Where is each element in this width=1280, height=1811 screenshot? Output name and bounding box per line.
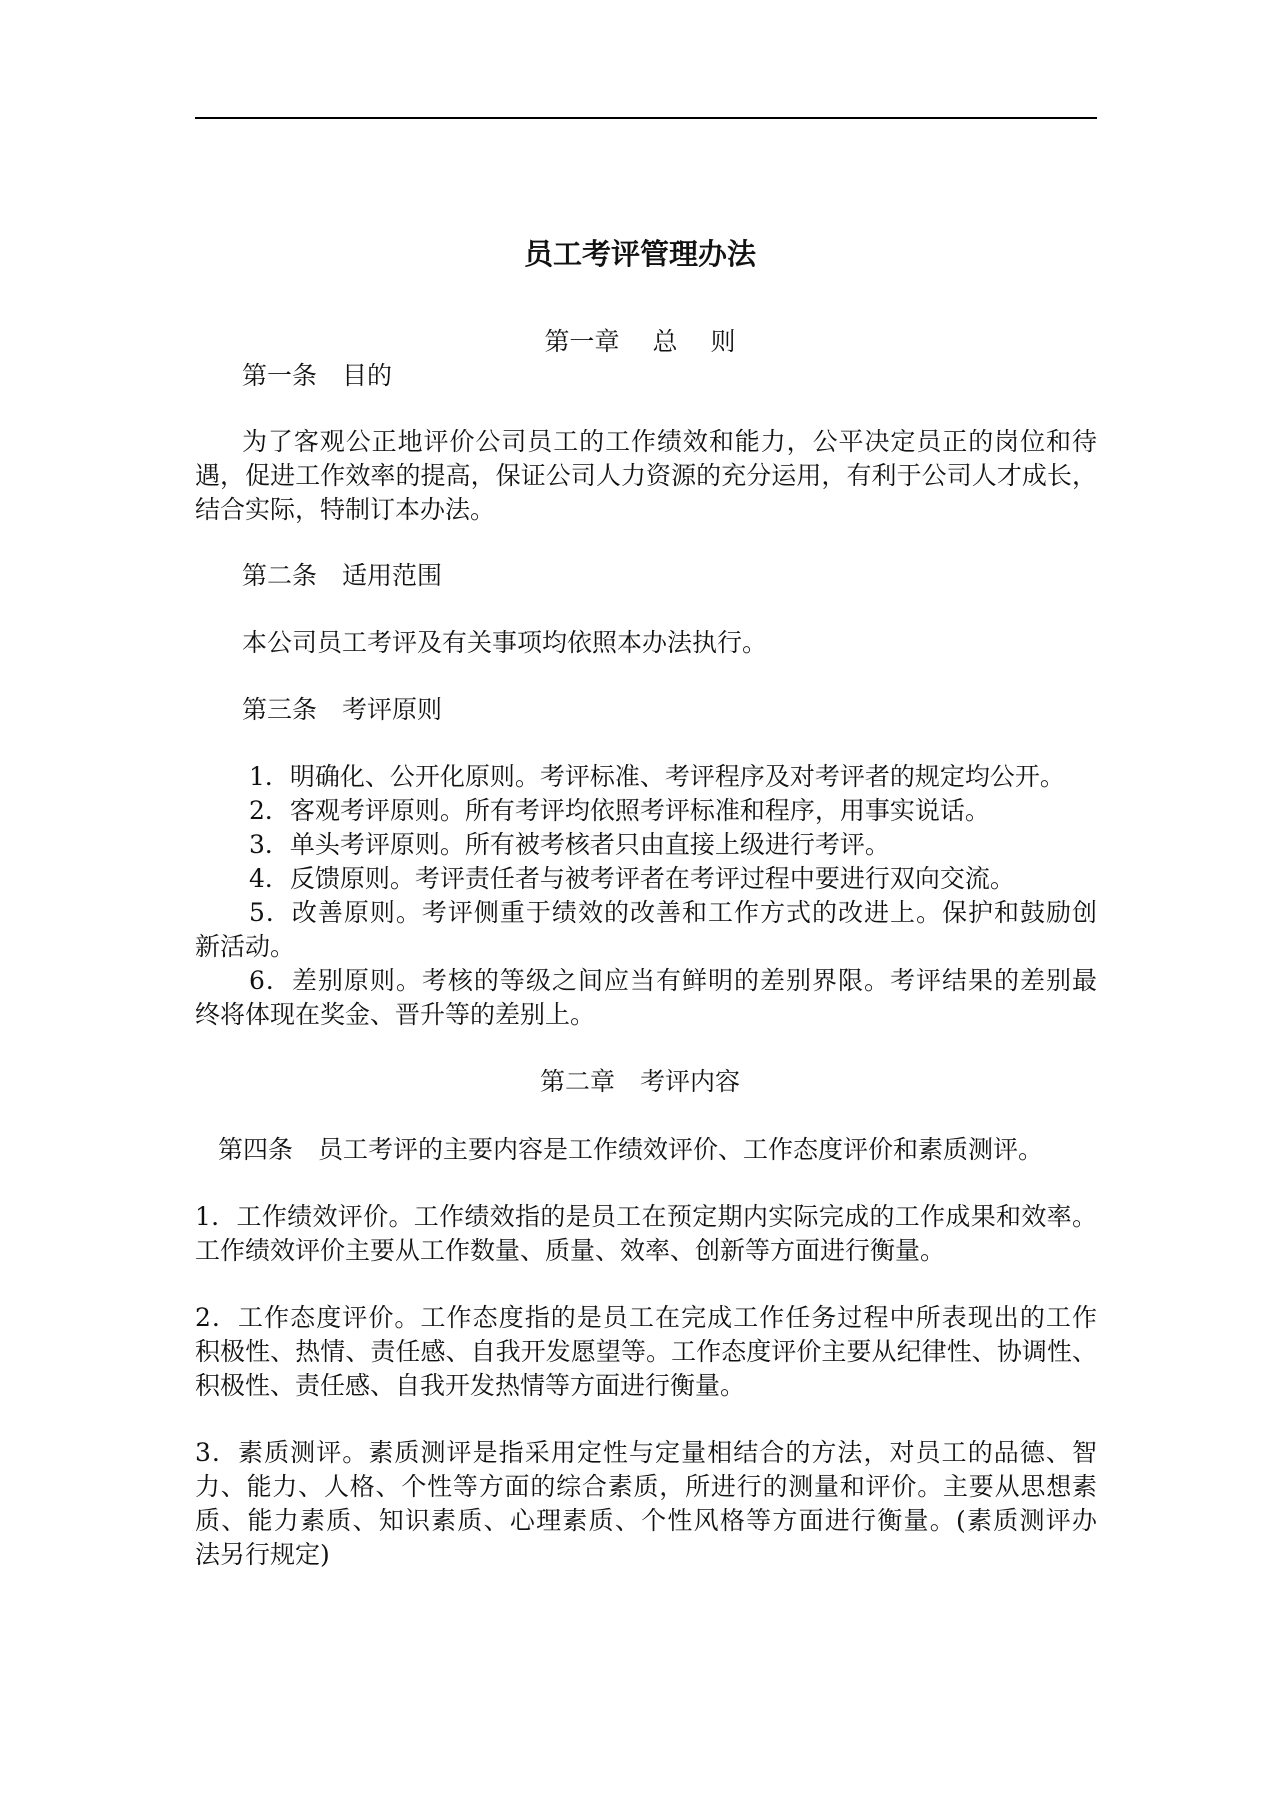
item-3-line-3: 质、能力素质、知识素质、心理素质、个性风格等方面进行衡量。(素质测评办 xyxy=(195,1506,1097,1535)
principle-6-line-2: 终将体现在奖金、晋升等的差别上。 xyxy=(195,1000,596,1029)
document-title: 员工考评管理办法 xyxy=(523,237,756,271)
article-1-line-3: 结合实际，特制订本办法。 xyxy=(195,495,496,524)
principle-5-line-2: 新活动。 xyxy=(195,932,296,961)
principle-1: 1．明确化、公开化原则。考评标准、考评程序及对考评者的规定均公开。 xyxy=(249,762,1065,791)
article-1-heading: 第一条 目的 xyxy=(242,361,393,390)
article-1-line-2: 遇，促进工作效率的提高，保证公司人力资源的充分运用，有利于公司人才成长， xyxy=(195,461,1097,490)
principle-3: 3．单头考评原则。所有被考核者只由直接上级进行考评。 xyxy=(249,830,890,859)
article-2-heading: 第二条 适用范围 xyxy=(242,561,443,590)
article-4-text: 第四条 员工考评的主要内容是工作绩效评价、工作态度评价和素质测评。 xyxy=(218,1135,1044,1164)
principle-2: 2．客观考评原则。所有考评均依照考评标准和程序，用事实说话。 xyxy=(249,796,990,825)
article-3-heading: 第三条 考评原则 xyxy=(242,695,443,724)
principle-5-line-1: 5．改善原则。考评侧重于绩效的改善和工作方式的改进上。保护和鼓励创 xyxy=(249,898,1097,927)
chapter-1-heading: 第一章 总 则 xyxy=(544,327,736,356)
item-3-line-1: 3．素质测评。素质测评是指采用定性与定量相结合的方法，对员工的品德、智 xyxy=(195,1438,1097,1467)
item-3-line-2: 力、能力、人格、个性等方面的综合素质，所进行的测量和评价。主要从思想素 xyxy=(195,1472,1097,1501)
chapter-2-heading: 第二章 考评内容 xyxy=(539,1067,740,1096)
header-rule xyxy=(195,117,1097,119)
item-2-line-2: 积极性、热情、责任感、自我开发愿望等。工作态度评价主要从纪律性、协调性、 xyxy=(195,1337,1097,1366)
item-1-line-1: 1．工作绩效评价。工作绩效指的是员工在预定期内实际完成的工作成果和效率。 xyxy=(195,1202,1097,1231)
article-2-text: 本公司员工考评及有关事项均依照本办法执行。 xyxy=(242,628,768,657)
article-1-line-1: 为了客观公正地评价公司员工的工作绩效和能力，公平决定员正的岗位和待 xyxy=(242,427,1097,456)
principle-6-line-1: 6．差别原则。考核的等级之间应当有鲜明的差别界限。考评结果的差别最 xyxy=(249,966,1097,995)
item-3-line-4: 法另行规定) xyxy=(195,1540,330,1569)
item-2-line-3: 积极性、责任感、自我开发热情等方面进行衡量。 xyxy=(195,1371,746,1400)
item-2-line-1: 2．工作态度评价。工作态度指的是员工在完成工作任务过程中所表现出的工作 xyxy=(195,1303,1097,1332)
item-1-line-2: 工作绩效评价主要从工作数量、质量、效率、创新等方面进行衡量。 xyxy=(195,1236,946,1265)
principle-4: 4．反馈原则。考评责任者与被考评者在考评过程中要进行双向交流。 xyxy=(249,864,1015,893)
